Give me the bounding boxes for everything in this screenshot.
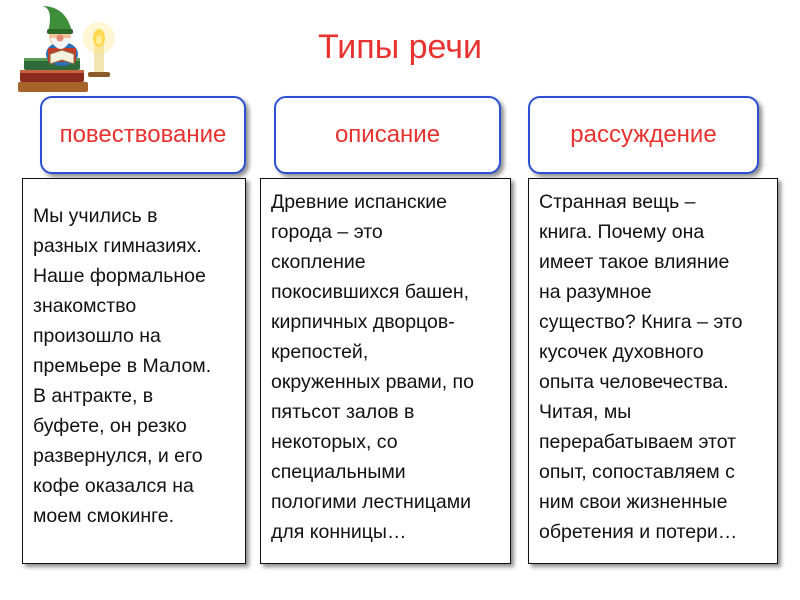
text-line: В антракте, в bbox=[33, 385, 154, 407]
text-line: пятьсот залов в bbox=[271, 401, 415, 423]
text-line: развернулся, и его bbox=[33, 445, 203, 467]
text-line: специальными bbox=[271, 461, 406, 483]
page-title: Типы речи bbox=[318, 28, 482, 66]
text-line: на разумное bbox=[539, 281, 652, 303]
text-line: опыт, сопоставляем с bbox=[539, 461, 735, 483]
text-line: Странная вещь – bbox=[539, 191, 696, 213]
text-line: покосившихся башен, bbox=[271, 281, 470, 303]
text-line: ним свои жизненные bbox=[539, 491, 728, 513]
text-line: кирпичных дворцов- bbox=[271, 311, 455, 333]
narration-example-text bbox=[22, 178, 246, 564]
text-line: Читая, мы bbox=[539, 401, 632, 423]
text-line: знакомство bbox=[33, 295, 137, 317]
text-line: имеет такое влияние bbox=[539, 251, 730, 273]
speech-type-reasoning-label: рассуждение bbox=[528, 96, 759, 174]
text-line: Мы учились в bbox=[33, 205, 158, 227]
description-example-text bbox=[260, 178, 511, 564]
text-line: опыта человечества. bbox=[539, 371, 729, 393]
text-line: пологими лестницами bbox=[271, 491, 472, 513]
text-line: Древние испанские bbox=[271, 191, 448, 213]
text-line: города – это bbox=[271, 221, 383, 243]
text-line: книга. Почему она bbox=[539, 221, 705, 243]
speech-type-description-label: описание bbox=[274, 96, 501, 174]
speech-type-narration-label: повествование bbox=[40, 96, 246, 174]
text-line: Наше формальное bbox=[33, 265, 206, 287]
text-line: для конницы… bbox=[271, 521, 407, 543]
reasoning-example-text bbox=[528, 178, 778, 564]
text-line: кофе оказался на bbox=[33, 475, 194, 497]
text-line: премьере в Малом. bbox=[33, 355, 212, 377]
text-line: существо? Книга – это bbox=[539, 311, 743, 333]
text-line: моем смокинге. bbox=[33, 505, 175, 527]
text-line: кусочек духовного bbox=[539, 341, 704, 363]
text-line: окруженных рвами, по bbox=[271, 371, 474, 393]
text-line: скопление bbox=[271, 251, 366, 273]
text-line: перерабатываем этот bbox=[539, 431, 737, 453]
text-line: обретения и потери… bbox=[539, 521, 738, 543]
text-line: крепостей, bbox=[271, 341, 369, 363]
text-line: произошло на bbox=[33, 325, 161, 347]
text-line: разных гимназиях. bbox=[33, 235, 202, 257]
text-line: некоторых, со bbox=[271, 431, 398, 453]
text-line: буфете, он резко bbox=[33, 415, 187, 437]
